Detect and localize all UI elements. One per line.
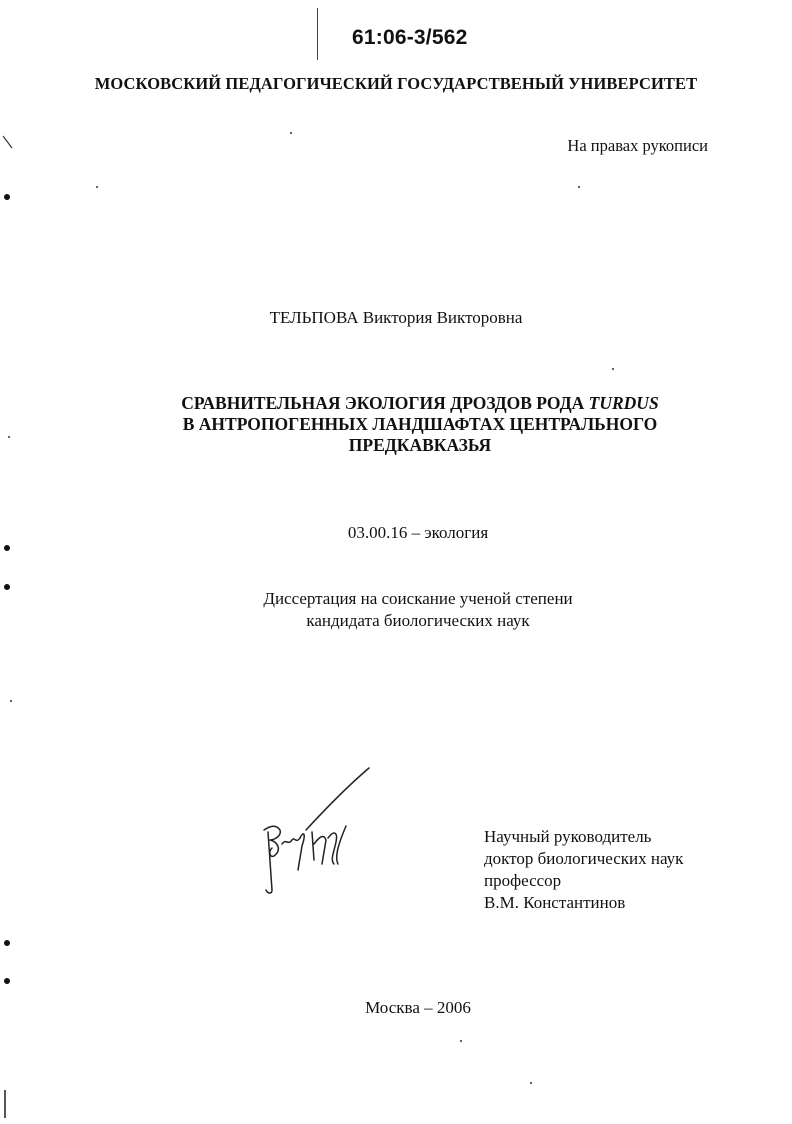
title-line-2: В АНТРОПОГЕННЫХ ЛАНДШАФТАХ ЦЕНТРАЛЬНОГО — [182, 414, 658, 434]
scan-speck — [460, 1040, 462, 1042]
scan-dot — [4, 940, 10, 946]
title-genus: TURDUS — [588, 393, 659, 413]
specialty-code: 03.00.16 – экология — [347, 523, 489, 542]
supervisor-role: Научный руководитель — [484, 827, 652, 846]
dissertation-title — [0, 393, 792, 456]
scan-mark — [2, 134, 14, 154]
scan-dot — [4, 545, 10, 551]
scan-dot — [4, 978, 10, 984]
archive-code: 61:06-3/562 — [352, 26, 468, 49]
scan-speck — [96, 186, 98, 188]
degree-line-1: Диссертация на соискание ученой степени — [263, 589, 573, 608]
scan-dot — [4, 194, 10, 200]
scan-edge-mark — [4, 1090, 6, 1118]
author-name: ТЕЛЬПОВА Виктория Викторовна — [269, 308, 523, 327]
scan-dot — [4, 584, 10, 590]
author-signature — [254, 760, 384, 900]
university-name: МОСКОВСКИЙ ПЕДАГОГИЧЕСКИЙ ГОСУДАРСТВЕНЫЙ УНИВЕРСИТЕТ — [94, 74, 698, 93]
supervisor-degree: доктор биологических наук — [484, 849, 684, 868]
supervisor-rank: профессор — [484, 871, 562, 890]
supervisor-block — [484, 826, 683, 914]
scan-line — [317, 8, 318, 60]
scan-speck — [578, 186, 580, 188]
degree-line-2: кандидата биологических наук — [306, 611, 530, 630]
scan-speck — [530, 1082, 532, 1084]
scan-speck — [8, 436, 10, 438]
city-year: Москва – 2006 — [365, 998, 471, 1017]
supervisor-name: В.М. Константинов — [484, 893, 626, 912]
scan-speck — [10, 700, 12, 702]
scan-speck — [290, 132, 292, 134]
scan-speck — [612, 368, 614, 370]
title-line-1 — [0, 393, 792, 414]
title-line-3: ПРЕДКАВКАЗЬЯ — [348, 435, 492, 455]
degree-statement — [0, 588, 792, 632]
title-line-1-prefix: СРАВНИТЕЛЬНАЯ ЭКОЛОГИЯ ДРОЗДОВ РОДА — [181, 393, 589, 413]
rights-note: На правах рукописи — [567, 136, 708, 155]
